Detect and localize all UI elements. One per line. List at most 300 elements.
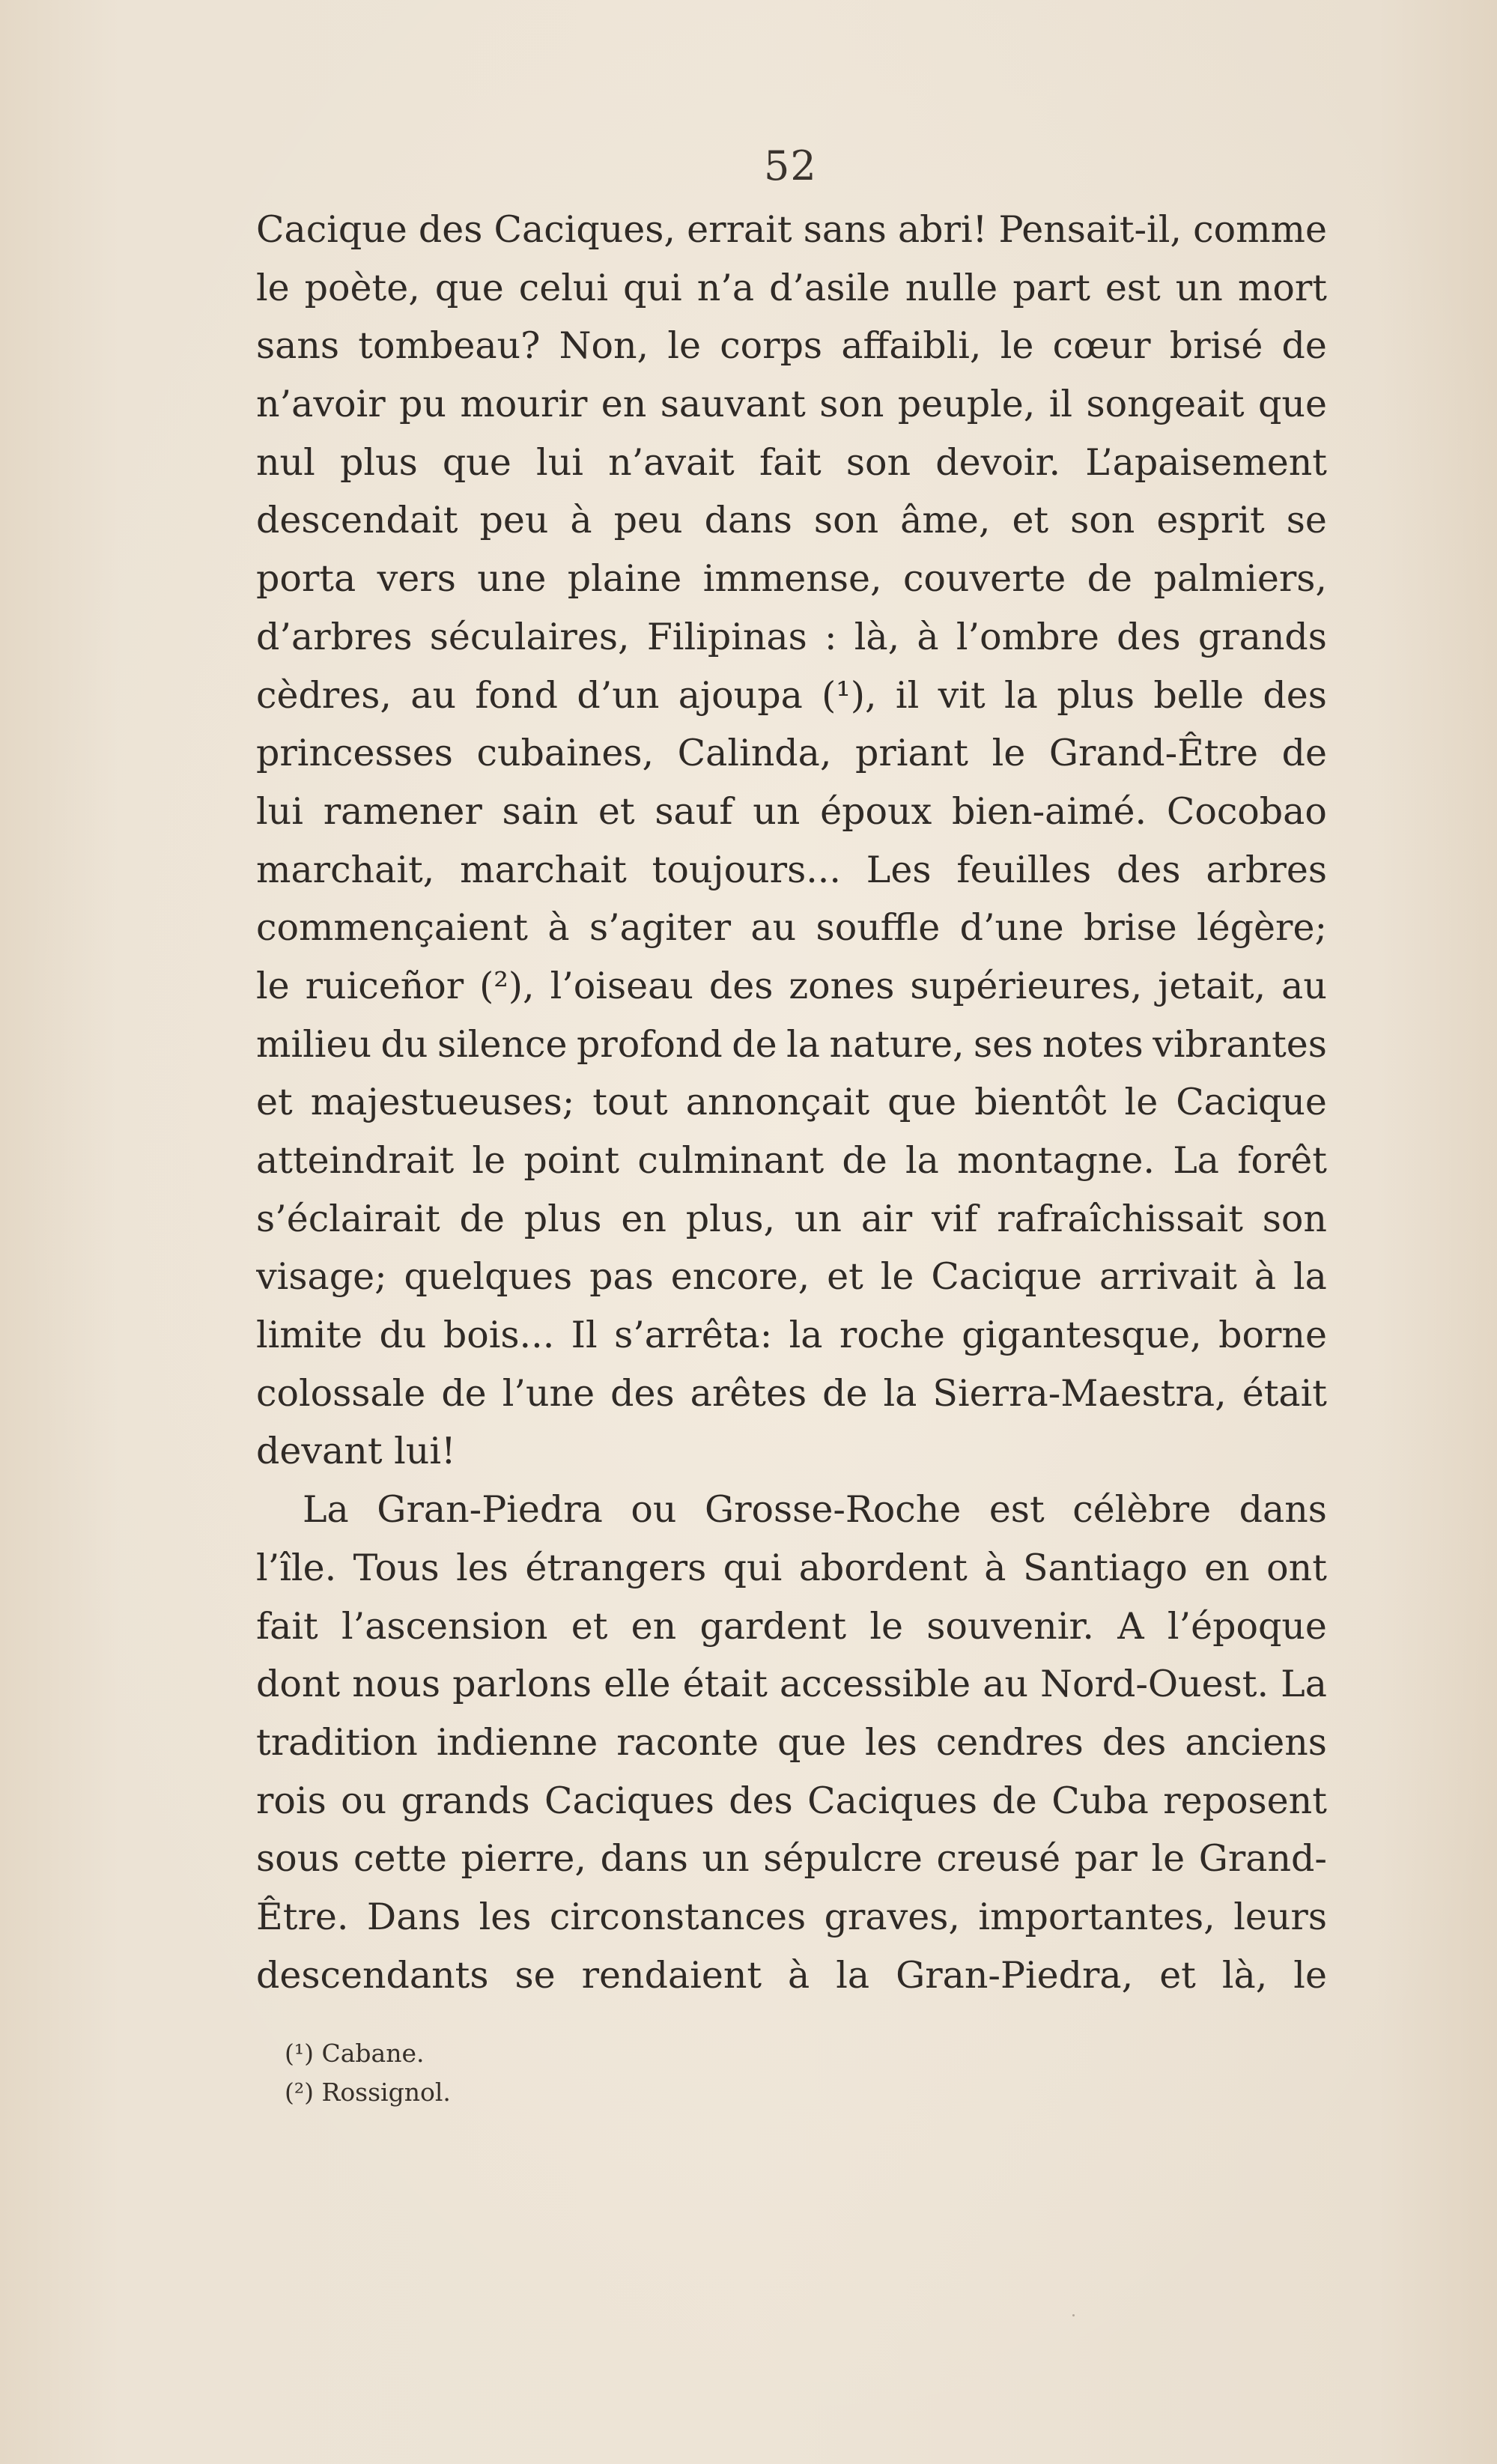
word: célèbre (1072, 1488, 1212, 1532)
word: roche (839, 1314, 945, 1357)
word: Cocobao (1166, 789, 1327, 833)
word: Sierra-Maestra, (932, 1371, 1227, 1415)
word: était (1242, 1371, 1327, 1415)
word: le (472, 1139, 506, 1182)
word: A (1117, 1604, 1144, 1648)
text-line (256, 1132, 1327, 1190)
word: sépulcre (763, 1837, 923, 1881)
word: l’époque (1167, 1604, 1327, 1648)
word: légère; (1196, 906, 1327, 950)
word: et (256, 1081, 293, 1124)
word: quelques (404, 1255, 573, 1299)
word: Non, (559, 324, 649, 368)
word: culminant (637, 1139, 825, 1182)
word: cèdres, (256, 673, 392, 717)
word: de (1281, 324, 1327, 368)
word: souffle (816, 906, 941, 950)
word: le (992, 732, 1026, 775)
word: son (819, 383, 884, 426)
word: bientôt (974, 1081, 1107, 1124)
word: : (825, 615, 837, 658)
word: ses (974, 1022, 1033, 1066)
word: n’avoir (256, 383, 386, 426)
word: Nord-Ouest. (1040, 1663, 1269, 1706)
text-line (256, 550, 1327, 608)
word: cœur (1052, 324, 1151, 368)
word: songeait (1086, 383, 1245, 426)
word: princesses (256, 732, 453, 775)
word: l’ascension (341, 1604, 548, 1648)
word: qui (623, 266, 682, 309)
word: au (410, 673, 457, 717)
word: arbres (1206, 848, 1327, 891)
word: est (989, 1488, 1045, 1532)
word: graves, (824, 1895, 960, 1938)
word: pas (589, 1255, 654, 1299)
word: l’une (502, 1371, 595, 1415)
word: L’apaisement (1085, 440, 1327, 484)
text-line (256, 1888, 1327, 1946)
word: Grosse-Roche (704, 1488, 962, 1532)
word: gigantesque, (962, 1314, 1202, 1357)
word: étrangers (525, 1546, 707, 1589)
word: Pensait-il, (998, 208, 1182, 251)
word: devoir. (935, 440, 1061, 484)
word: rafraîchissait (997, 1197, 1243, 1240)
word: souvenir. (926, 1604, 1094, 1648)
word: que (434, 266, 504, 309)
text-line (256, 259, 1327, 318)
word: de (822, 1371, 868, 1415)
word: grands (1197, 615, 1327, 658)
text-line (256, 434, 1327, 492)
word: son (1262, 1197, 1327, 1240)
word: d’asile (769, 266, 890, 309)
text-line (256, 317, 1327, 375)
page-number: 52 (764, 142, 817, 189)
word: la (883, 1371, 917, 1415)
word: le (1151, 1837, 1185, 1881)
word: Caciques, (494, 208, 676, 251)
word: des (1117, 615, 1181, 658)
word: limite (256, 1314, 363, 1357)
word: le (667, 324, 701, 368)
word: affaibli, (841, 324, 982, 368)
text-line (256, 201, 1327, 259)
word: grands (401, 1779, 530, 1822)
text-line (256, 1830, 1327, 1888)
word: elle (604, 1663, 671, 1706)
text-line (256, 724, 1327, 783)
word: nul (256, 440, 315, 484)
word: supérieures, (910, 964, 1143, 1007)
word: des (1102, 1720, 1167, 1764)
word: au (1281, 964, 1327, 1007)
word: accessible (780, 1663, 971, 1706)
word: la (789, 1314, 823, 1357)
word: Cacique (931, 1255, 1083, 1299)
word: visage; (256, 1255, 387, 1299)
word: zones (789, 964, 895, 1007)
word: ruiceñor (305, 964, 464, 1007)
word: bois... (443, 1314, 555, 1357)
word: atteindrait (256, 1139, 455, 1182)
word: corps (720, 324, 823, 368)
word: de (992, 1779, 1037, 1822)
word: de (441, 1371, 487, 1415)
word: est (1105, 266, 1161, 309)
word: des (610, 1371, 675, 1415)
word: qui (723, 1546, 783, 1589)
word: descendants (256, 1953, 489, 1997)
word: pu (399, 383, 446, 426)
word: un (1175, 266, 1223, 309)
word: comme (1193, 208, 1327, 251)
word: sans (803, 208, 887, 251)
word: de (732, 1022, 777, 1066)
word: sous (256, 1837, 340, 1881)
word: feuilles (956, 848, 1092, 891)
word: cette (353, 1837, 447, 1881)
word: son (1070, 499, 1135, 542)
word: pierre, (461, 1837, 586, 1881)
word: tombeau? (358, 324, 541, 368)
text-line (256, 1714, 1327, 1772)
word: à (917, 615, 939, 658)
word: La (303, 1488, 349, 1532)
word: leurs (1233, 1895, 1327, 1938)
word: se (1286, 499, 1327, 542)
word: fait (759, 440, 822, 484)
word: priant (855, 732, 968, 775)
text-line (256, 1597, 1327, 1656)
word: lui (256, 789, 303, 833)
word: il (895, 673, 920, 717)
word: les (479, 1895, 532, 1938)
word: marchait (460, 848, 627, 891)
word: son (845, 440, 911, 484)
word: d’un (577, 673, 660, 717)
word: époux (820, 789, 932, 833)
word: colossale (256, 1371, 426, 1415)
word: La (1173, 1139, 1219, 1182)
word: dans (704, 499, 792, 542)
word: Cacique (1176, 1081, 1327, 1124)
word: peuple, (897, 383, 1036, 426)
word: sans (256, 324, 340, 368)
word: la (836, 1953, 870, 1997)
word: dont (256, 1663, 341, 1706)
word: dans (600, 1837, 688, 1881)
word: des (729, 1779, 793, 1822)
word: air (860, 1197, 913, 1240)
word: âme, (900, 499, 991, 542)
word: gardent (699, 1604, 847, 1648)
text-line (256, 491, 1327, 550)
word: à (570, 499, 592, 542)
word: du (379, 1314, 427, 1357)
word: ont (1266, 1546, 1327, 1589)
word: de (1281, 732, 1327, 775)
word: raconte (616, 1720, 759, 1764)
word: Cacique (256, 208, 407, 251)
text-line (256, 899, 1327, 957)
word: un (753, 789, 801, 833)
word: Calinda, (677, 732, 832, 775)
text-line (256, 1016, 1327, 1074)
text-line (256, 1655, 1327, 1714)
word: Il (571, 1314, 598, 1357)
word: et (827, 1255, 863, 1299)
word: le (256, 964, 290, 1007)
word: Les (866, 848, 932, 891)
word: sauvant (660, 383, 806, 426)
word: la (786, 1022, 821, 1066)
word: indienne (436, 1720, 598, 1764)
word: Gran-Piedra, (896, 1953, 1134, 1997)
word: plus (523, 1197, 602, 1240)
word: montagne. (957, 1139, 1156, 1182)
word: encore, (670, 1255, 810, 1299)
text-line (256, 667, 1327, 725)
word: le (1293, 1953, 1327, 1997)
word: plus, (685, 1197, 776, 1240)
word: arêtes (690, 1371, 807, 1415)
word: porta (256, 557, 356, 601)
word: brise (1084, 906, 1177, 950)
word: les (865, 1720, 917, 1764)
word: un (702, 1837, 750, 1881)
word: à (1254, 1255, 1277, 1299)
word: se (514, 1953, 556, 1997)
word: il (1048, 383, 1073, 426)
word: vibrantes (1153, 1022, 1327, 1066)
word: importantes, (978, 1895, 1215, 1938)
word: point (523, 1139, 620, 1182)
word: et (598, 789, 635, 833)
word: d’arbres (256, 615, 413, 658)
word: mort (1237, 266, 1327, 309)
word: là, (1221, 1953, 1268, 1997)
word: ou (341, 1779, 387, 1822)
word: Caciques (544, 1779, 714, 1822)
word: fait (256, 1604, 318, 1648)
word: cubaines, (476, 732, 655, 775)
word: rendaient (581, 1953, 762, 1997)
word: descendait (256, 499, 458, 542)
word: creusé (936, 1837, 1061, 1881)
word: au (750, 906, 797, 950)
word: Filipinas (646, 615, 807, 658)
word: Santiago (1022, 1546, 1188, 1589)
word: jetait, (1158, 964, 1266, 1007)
word: abri! (897, 208, 988, 251)
word: milieu (256, 1022, 372, 1066)
word: la (1293, 1255, 1327, 1299)
word: les (456, 1546, 508, 1589)
word: n’avait (608, 440, 735, 484)
word: à (984, 1546, 1006, 1589)
word: était (682, 1663, 768, 1706)
word: tout (592, 1081, 668, 1124)
word: fond (475, 673, 558, 717)
word: esprit (1156, 499, 1265, 542)
word: ramener (323, 789, 482, 833)
word: n’a (696, 266, 755, 309)
word: borne (1218, 1314, 1327, 1357)
word: vers (377, 557, 456, 601)
word: plus (339, 440, 418, 484)
word: en (1204, 1546, 1250, 1589)
word: palmiers, (1153, 557, 1327, 601)
word: abordent (798, 1546, 968, 1589)
text-line (256, 957, 1327, 1016)
word: ajoupa (678, 673, 803, 717)
word: de (1087, 557, 1133, 601)
word: d’une (959, 906, 1064, 950)
word: tradition (256, 1720, 418, 1764)
word: poète, (304, 266, 420, 309)
text-line (256, 783, 1327, 841)
word: errait (687, 208, 792, 251)
word: immense, (702, 557, 882, 601)
text-line (256, 1073, 1327, 1132)
word: une (477, 557, 547, 601)
word: plaine (567, 557, 682, 601)
word: et (1159, 1953, 1196, 1997)
word: brisé (1169, 324, 1263, 368)
word: et (571, 1604, 608, 1648)
word: de (842, 1139, 887, 1182)
word: en (631, 1604, 677, 1648)
word: peu (479, 499, 549, 542)
word: des (1263, 673, 1327, 717)
word: toujours... (652, 848, 841, 891)
word: ou (631, 1488, 677, 1532)
word: dans (1239, 1488, 1327, 1532)
word: que (777, 1720, 846, 1764)
word: à (547, 906, 570, 950)
text-line (256, 1422, 1327, 1481)
word: Gran-Piedra (377, 1488, 603, 1532)
word: nous (352, 1663, 441, 1706)
word: rois (256, 1779, 327, 1822)
word: le (1000, 324, 1034, 368)
word: des (708, 964, 774, 1007)
footnote-2: (²) Rossignol. (285, 2078, 451, 2107)
word: celui (518, 266, 609, 309)
word: séculaires, (429, 615, 630, 658)
word: l’ombre (956, 615, 1099, 658)
word: Grand-Être (1048, 732, 1259, 775)
word: le (1124, 1081, 1159, 1124)
word: par (1074, 1837, 1138, 1881)
text-line (256, 841, 1327, 899)
word: l’île. (256, 1546, 337, 1589)
word: Grand- (1198, 1837, 1327, 1881)
word: forêt (1237, 1139, 1327, 1182)
word: s’éclairait (256, 1197, 440, 1240)
word: des (1117, 848, 1181, 891)
word: (²), (479, 964, 535, 1007)
word: Cuba (1051, 1779, 1149, 1822)
text-line (256, 375, 1327, 434)
word: un (794, 1197, 842, 1240)
footnote-1: (¹) Cabane. (285, 2039, 425, 2068)
word: peu (613, 499, 683, 542)
word: vit (938, 673, 986, 717)
word: en (621, 1197, 666, 1240)
word: que (887, 1081, 957, 1124)
word: reposent (1163, 1779, 1327, 1822)
word: des (418, 208, 483, 251)
word: de (459, 1197, 505, 1240)
word: couverte (902, 557, 1066, 601)
word: là, (854, 615, 900, 658)
word: lui (536, 440, 583, 484)
word: anciens (1185, 1720, 1327, 1764)
word: du (380, 1022, 428, 1066)
body-text (256, 201, 1327, 2004)
word: mourir (460, 383, 588, 426)
paper-speck (1072, 2314, 1075, 2316)
word: bien-aimé. (952, 789, 1147, 833)
word: le (256, 266, 290, 309)
word: la (1004, 673, 1038, 717)
word: annonçait (685, 1081, 870, 1124)
word: sain (502, 789, 579, 833)
word: le (880, 1255, 914, 1299)
word: part (1012, 266, 1090, 309)
word: vif (931, 1197, 978, 1240)
text-line (256, 1481, 1327, 1539)
word: en (601, 383, 647, 426)
text-line (256, 1539, 1327, 1597)
word: Caciques (807, 1779, 978, 1822)
word: s’arrêta: (614, 1314, 773, 1357)
word: à (788, 1953, 810, 1997)
word: que (1258, 383, 1327, 426)
footnotes (285, 2034, 451, 2112)
word: et (1012, 499, 1049, 542)
word: commençaient (256, 906, 529, 950)
word: nature, (829, 1022, 965, 1066)
text-line (256, 1190, 1327, 1248)
word: le (869, 1604, 904, 1648)
word: que (442, 440, 511, 484)
word: silence (437, 1022, 568, 1066)
text-line (256, 608, 1327, 667)
word: la (905, 1139, 939, 1182)
word: profond (576, 1022, 723, 1066)
text-line (256, 1248, 1327, 1306)
text-line (256, 1306, 1327, 1365)
word: sauf (655, 789, 733, 833)
word: Dans (366, 1895, 461, 1938)
word: plus (1057, 673, 1135, 717)
text-line (256, 1946, 1327, 2005)
word: cendres (935, 1720, 1084, 1764)
word: marchait, (256, 848, 435, 891)
word: parlons (452, 1663, 592, 1706)
word: La (1281, 1663, 1327, 1706)
word: belle (1153, 673, 1245, 717)
word: arrivait (1099, 1255, 1237, 1299)
word: circonstances (549, 1895, 807, 1938)
word: son (813, 499, 879, 542)
text-line (256, 1365, 1327, 1423)
word: (¹), (822, 673, 877, 717)
